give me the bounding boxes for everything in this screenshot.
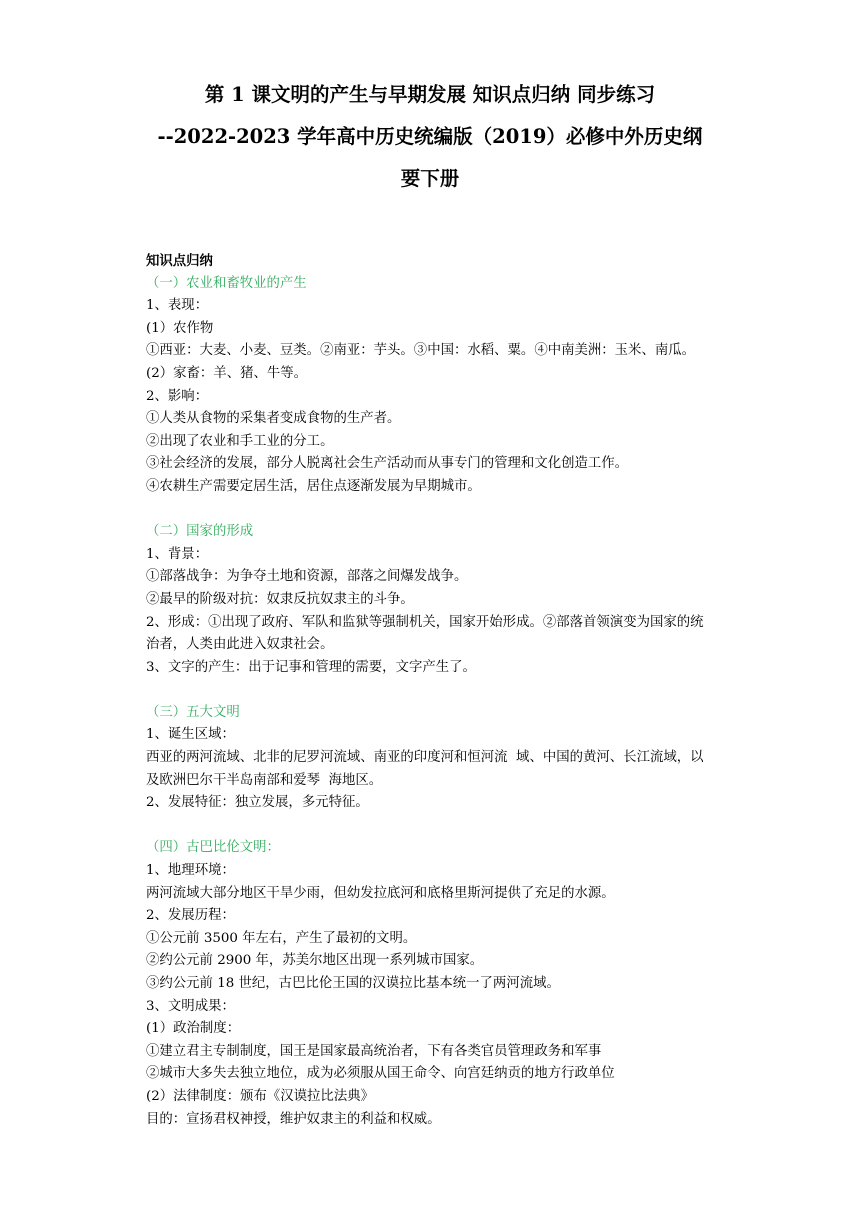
section-1-title: （一）农业和畜牧业的产生: [146, 275, 307, 291]
paragraph: 3、文明成果：: [146, 998, 235, 1014]
paragraph: ④农耕生产需要定居生活，居住点逐渐发展为早期城市。: [146, 478, 481, 494]
paragraph: 1、背景：: [146, 546, 209, 562]
paragraph: (1）政治制度：: [146, 1021, 241, 1037]
paragraph: 西亚的两河流域、北非的尼罗河流域、南亚的印度河和恒河流 域、中国的黄河、长江流域，以及欧洲巴尔干半岛南部和爱琴 海地区。: [146, 750, 704, 788]
paragraph: 目的：宣扬君权神授，维护奴隶主的利益和权威。: [146, 1111, 441, 1127]
paragraph: (1）农作物: [146, 320, 214, 336]
paragraph: ②最早的阶级对抗：奴隶反抗奴隶主的斗争。: [146, 591, 414, 607]
paragraph: ②城市大多失去独立地位，成为必须服从国王命令、向宫廷纳贡的地方行政单位: [146, 1066, 615, 1082]
title-line-1: 第 1 课文明的产生与早期发展 知识点归纳 同步练习: [204, 83, 656, 106]
section-4-title: （四）古巴比伦文明：: [146, 840, 280, 856]
paragraph: ①公元前 3500 年左右，产生了最初的文明。: [146, 930, 417, 946]
paragraph: 1、诞生区域：: [146, 727, 235, 743]
section-2-title: （二）国家的形成: [146, 524, 254, 540]
paragraph: (2）法律制度：颁布《汉谟拉比法典》: [146, 1088, 374, 1104]
paragraph: ①部落战争：为争夺土地和资源，部落之间爆发战争。: [146, 569, 468, 585]
paragraph: 2、发展特征：独立发展，多元特征。: [146, 795, 369, 811]
paragraph: ①人类从食物的采集者变成食物的生产者。: [146, 411, 401, 427]
document-body: [146, 250, 714, 1131]
paragraph: 两河流域大部分地区干旱少雨，但幼发拉底河和底格里斯河提供了充足的水源。: [146, 885, 615, 901]
paragraph: ①建立君主专制制度，国王是国家最高统治者，下有各类官员管理政务和军事: [146, 1043, 602, 1059]
section-heading: 知识点归纳: [146, 253, 213, 269]
paragraph: 1、地理环境：: [146, 863, 235, 879]
paragraph: 2、形成：①出现了政府、军队和监狱等强制机关，国家开始形成。②部落首领演变为国家的统治者，人类由此进入奴隶社会。: [146, 614, 704, 653]
paragraph: 1、表现：: [146, 298, 209, 314]
paragraph: 2、发展历程：: [146, 908, 235, 924]
paragraph: ③约公元前 18 世纪，古巴比伦王国的汉谟拉比基本统一了两河流域。: [146, 976, 560, 991]
document-title: [126, 74, 734, 200]
paragraph: 3、文字的产生：出于记事和管理的需要，文字产生了。: [146, 659, 476, 675]
section-3-title: （三）五大文明: [146, 704, 240, 720]
title-line-2: --2022-2023 学年高中历史统编版（2019）必修中外历史纲: [157, 125, 703, 148]
paragraph: (2）家畜：羊、猪、牛等。: [146, 365, 308, 381]
paragraph: ②出现了农业和手工业的分工。: [146, 433, 334, 449]
paragraph: ①西亚：大麦、小麦、豆类。②南亚：芋头。③中国：水稻、粟。④中南美洲：玉米、南瓜。: [146, 343, 696, 359]
paragraph: ③社会经济的发展，部分人脱离社会生产活动而从事专门的管理和文化创造工作。: [146, 456, 629, 472]
title-line-3: 要下册: [400, 167, 460, 190]
paragraph: 2、影响：: [146, 388, 209, 404]
paragraph: ②约公元前 2900 年，苏美尔地区出现一系列城市国家。: [146, 953, 484, 969]
